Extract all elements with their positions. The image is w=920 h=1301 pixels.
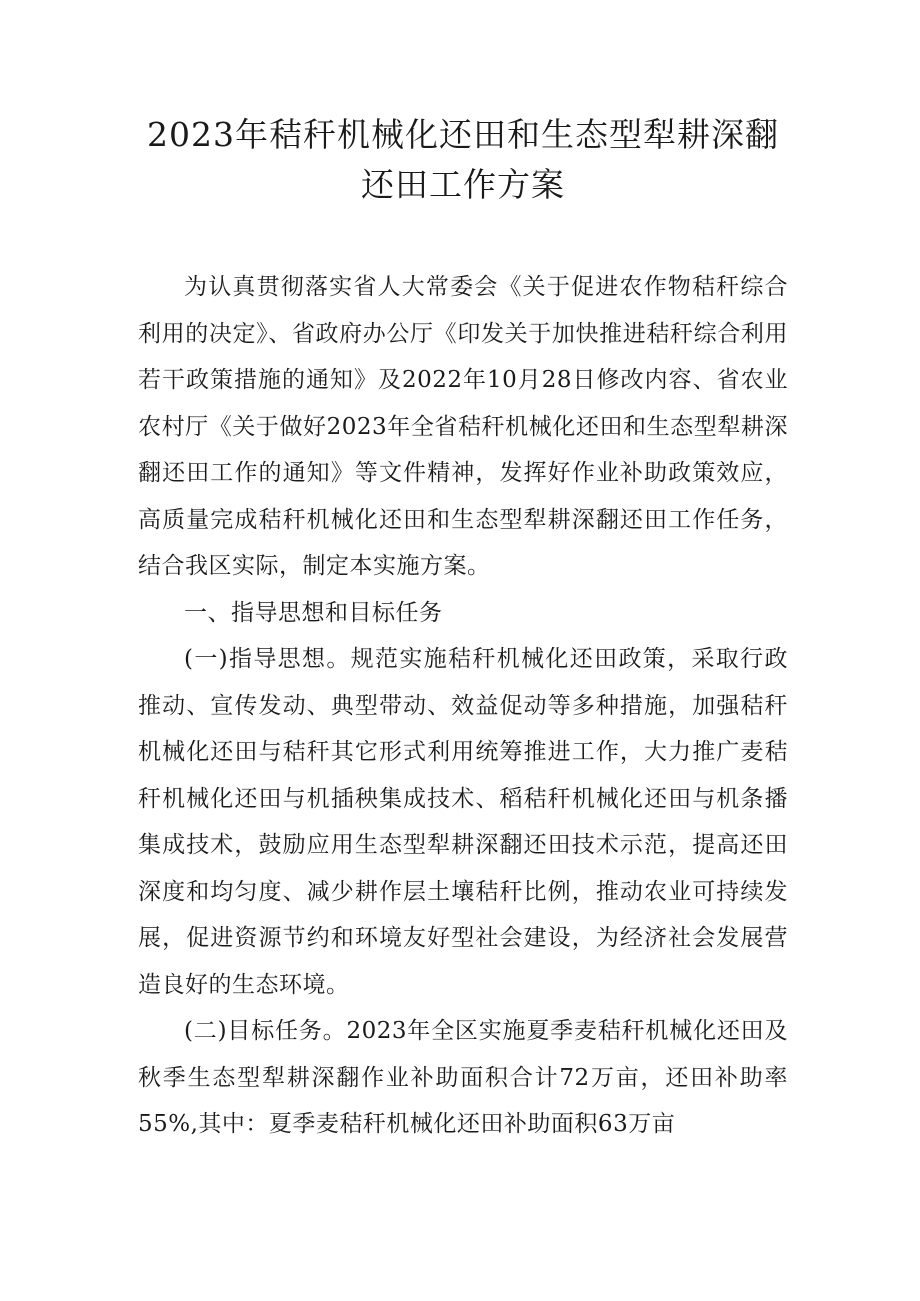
target-tasks-paragraph: (二)目标任务。2023年全区实施夏季麦秸秆机械化还田及秋季生态型犁耕深翻作业补助面积合计72万亩，还田补助率55%,其中：夏季麦秸秆机械化还田补助面积63万亩 xyxy=(138,1018,788,1137)
title-line-1: 2023年秸秆机械化还田和生态型犁耕深翻 xyxy=(147,115,779,154)
intro-paragraph: 为认真贯彻落实省人大常委会《关于促进农作物秸秆综合利用的决定》、省政府办公厅《印发关于加快推进秸秆综合利用若干政策措施的通知》及2022年10月28日修改内容、省农业农村厅《关于做好2023年全省秸秆机械化还田和生态型犁耕深翻还田工作的通知》等文件精神，发挥好作业补助政策效应，高质量完成秸秆机械化还田和生态型犁耕深翻还田工作任务，结合我区实际，制定本实施方案。 xyxy=(138,274,788,579)
title-line-2: 还田工作方案 xyxy=(361,165,565,204)
document-title xyxy=(138,110,788,210)
section-heading-1: 一、指导思想和目标任务 xyxy=(184,599,443,626)
guiding-ideology-paragraph: (一)指导思想。规范实施秸秆机械化还田政策，采取行政推动、宣传发动、典型带动、效益促动等多种措施，加强秸秆机械化还田与秸秆其它形式利用统筹推进工作，大力推广麦秸秆机械化还田与机插秧集成技术、稻秸秆机械化还田与机条播集成技术，鼓励应用生态型犁耕深翻还田技术示范，提高还田深度和均匀度、减少耕作层土壤秸秆比例，推动农业可持续发展，促进资源节约和环境友好型社会建设，为经济社会发展营造良好的生态环境。 xyxy=(138,646,788,998)
